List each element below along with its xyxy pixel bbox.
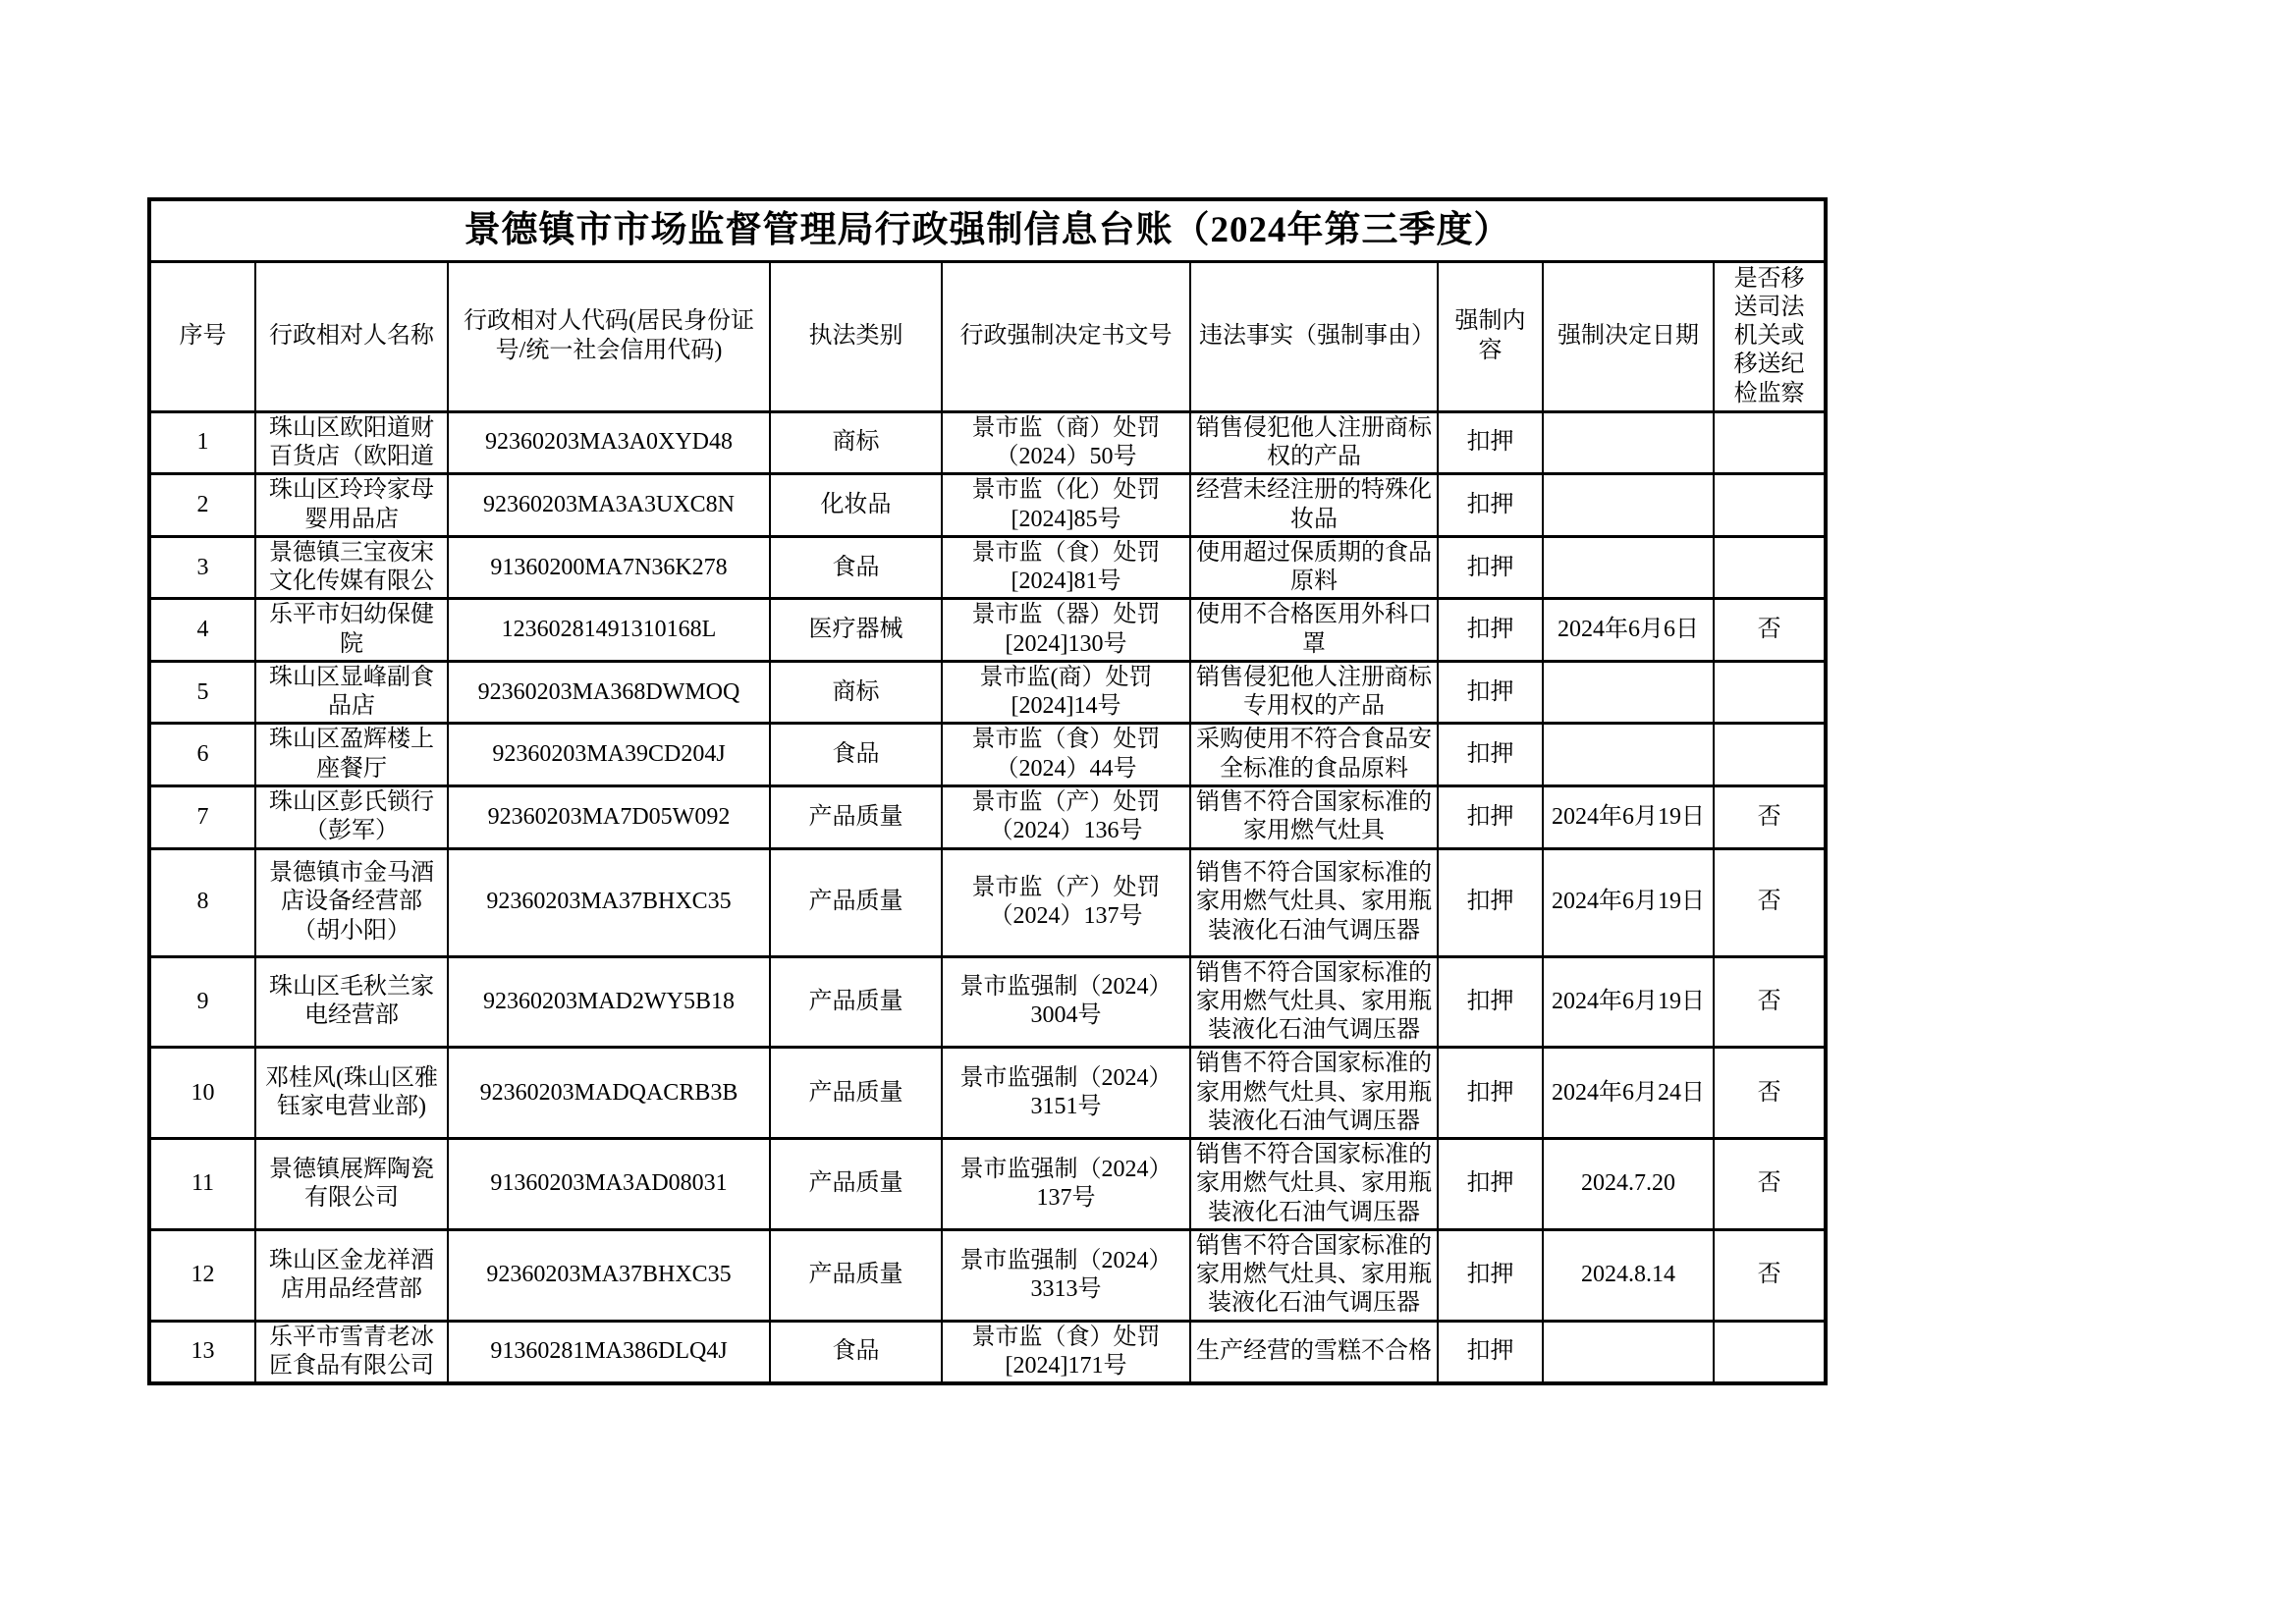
category-cell: 食品 (770, 536, 942, 599)
code-cell: 92360203MA3A3UXC8N (448, 474, 770, 537)
category-cell: 产品质量 (770, 1229, 942, 1321)
seq-cell: 2 (149, 474, 255, 537)
date-cell: 2024.8.14 (1543, 1229, 1714, 1321)
facts-cell: 销售侵犯他人注册商标专用权的产品 (1190, 661, 1438, 724)
content-cell: 扣押 (1438, 956, 1543, 1048)
doc-no-cell: 景市监（食）处罚（2024）44号 (942, 724, 1190, 786)
name-cell: 景德镇三宝夜宋文化传媒有限公 (255, 536, 448, 599)
facts-cell: 销售不符合国家标准的家用燃气灶具、家用瓶装液化石油气调压器 (1190, 848, 1438, 956)
date-cell: 2024年6月19日 (1543, 786, 1714, 849)
page-title: 景德镇市市场监督管理局行政强制信息台账（2024年第三季度） (149, 199, 1826, 261)
header-row (149, 261, 1826, 411)
transfer-cell (1714, 411, 1826, 474)
table-row (149, 599, 1826, 662)
date-cell: 2024年6月19日 (1543, 956, 1714, 1048)
transfer-cell (1714, 474, 1826, 537)
table-row (149, 848, 1826, 956)
content-cell: 扣押 (1438, 411, 1543, 474)
name-cell: 珠山区彭氏锁行（彭军） (255, 786, 448, 849)
content-cell: 扣押 (1438, 1139, 1543, 1230)
category-cell: 商标 (770, 661, 942, 724)
name-cell: 珠山区显峰副食品店 (255, 661, 448, 724)
doc-no-cell: 景市监（食）处罚[2024]81号 (942, 536, 1190, 599)
seq-cell: 4 (149, 599, 255, 662)
date-cell: 2024年6月19日 (1543, 848, 1714, 956)
name-cell: 珠山区毛秋兰家电经营部 (255, 956, 448, 1048)
category-cell: 产品质量 (770, 1048, 942, 1139)
name-cell: 乐平市妇幼保健院 (255, 599, 448, 662)
enforcement-ledger-table (147, 197, 1828, 1385)
col-header-date: 强制决定日期 (1543, 261, 1714, 411)
category-cell: 产品质量 (770, 956, 942, 1048)
facts-cell: 经营未经注册的特殊化妆品 (1190, 474, 1438, 537)
table-row (149, 661, 1826, 724)
content-cell: 扣押 (1438, 599, 1543, 662)
table-row (149, 1229, 1826, 1321)
doc-no-cell: 景市监（化）处罚[2024]85号 (942, 474, 1190, 537)
table-row (149, 1139, 1826, 1230)
code-cell: 12360281491310168L (448, 599, 770, 662)
name-cell: 珠山区盈辉楼上座餐厅 (255, 724, 448, 786)
doc-no-cell: 景市监（食）处罚[2024]171号 (942, 1321, 1190, 1383)
seq-cell: 3 (149, 536, 255, 599)
table-row (149, 536, 1826, 599)
transfer-cell: 否 (1714, 1139, 1826, 1230)
content-cell: 扣押 (1438, 1048, 1543, 1139)
table-row (149, 724, 1826, 786)
category-cell: 产品质量 (770, 848, 942, 956)
doc-no-cell: 景市监(商）处罚[2024]14号 (942, 661, 1190, 724)
name-cell: 景德镇市金马酒店设备经营部（胡小阳） (255, 848, 448, 956)
transfer-cell: 否 (1714, 1229, 1826, 1321)
doc-no-cell: 景市监强制（2024）3313号 (942, 1229, 1190, 1321)
col-header-code: 行政相对人代码(居民身份证号/统一社会信用代码) (448, 261, 770, 411)
facts-cell: 销售侵犯他人注册商标权的产品 (1190, 411, 1438, 474)
code-cell: 92360203MA7D05W092 (448, 786, 770, 849)
category-cell: 产品质量 (770, 1139, 942, 1230)
code-cell: 92360203MA37BHXC35 (448, 848, 770, 956)
seq-cell: 9 (149, 956, 255, 1048)
transfer-cell: 否 (1714, 599, 1826, 662)
doc-no-cell: 景市监（产）处罚（2024）137号 (942, 848, 1190, 956)
col-header-facts: 违法事实（强制事由） (1190, 261, 1438, 411)
facts-cell: 使用不合格医用外科口罩 (1190, 599, 1438, 662)
date-cell: 2024年6月24日 (1543, 1048, 1714, 1139)
seq-cell: 10 (149, 1048, 255, 1139)
transfer-cell (1714, 536, 1826, 599)
seq-cell: 13 (149, 1321, 255, 1383)
facts-cell: 使用超过保质期的食品原料 (1190, 536, 1438, 599)
doc-no-cell: 景市监强制（2024）137号 (942, 1139, 1190, 1230)
category-cell: 食品 (770, 724, 942, 786)
facts-cell: 销售不符合国家标准的家用燃气灶具 (1190, 786, 1438, 849)
col-header-transferred-text: 是否移送司法机关或移送纪检监察 (1733, 265, 1805, 406)
table-row (149, 411, 1826, 474)
facts-cell: 销售不符合国家标准的家用燃气灶具、家用瓶装液化石油气调压器 (1190, 1229, 1438, 1321)
name-cell: 珠山区玲玲家母婴用品店 (255, 474, 448, 537)
date-cell (1543, 724, 1714, 786)
category-cell: 商标 (770, 411, 942, 474)
transfer-cell (1714, 661, 1826, 724)
date-cell: 2024年6月6日 (1543, 599, 1714, 662)
name-cell: 珠山区欧阳道财百货店（欧阳道 (255, 411, 448, 474)
transfer-cell: 否 (1714, 956, 1826, 1048)
transfer-cell: 否 (1714, 1048, 1826, 1139)
doc-no-cell: 景市监（商）处罚（2024）50号 (942, 411, 1190, 474)
content-cell: 扣押 (1438, 786, 1543, 849)
seq-cell: 12 (149, 1229, 255, 1321)
name-cell: 乐平市雪青老冰匠食品有限公司 (255, 1321, 448, 1383)
facts-cell: 采购使用不符合食品安全标准的食品原料 (1190, 724, 1438, 786)
facts-cell: 销售不符合国家标准的家用燃气灶具、家用瓶装液化石油气调压器 (1190, 1139, 1438, 1230)
content-cell: 扣押 (1438, 1229, 1543, 1321)
content-cell: 扣押 (1438, 1321, 1543, 1383)
transfer-cell (1714, 724, 1826, 786)
col-header-seq: 序号 (149, 261, 255, 411)
table-row (149, 956, 1826, 1048)
col-header-doc-no: 行政强制决定书文号 (942, 261, 1190, 411)
facts-cell: 生产经营的雪糕不合格 (1190, 1321, 1438, 1383)
col-header-content-text: 强制内容 (1454, 308, 1526, 363)
date-cell: 2024.7.20 (1543, 1139, 1714, 1230)
seq-cell: 7 (149, 786, 255, 849)
date-cell (1543, 661, 1714, 724)
code-cell: 92360203MA37BHXC35 (448, 1229, 770, 1321)
content-cell: 扣押 (1438, 661, 1543, 724)
title-row (149, 199, 1826, 261)
category-cell: 化妆品 (770, 474, 942, 537)
date-cell (1543, 411, 1714, 474)
table-row (149, 1048, 1826, 1139)
content-cell: 扣押 (1438, 536, 1543, 599)
table-row (149, 1321, 1826, 1383)
code-cell: 91360281MA386DLQ4J (448, 1321, 770, 1383)
code-cell: 91360203MA3AD08031 (448, 1139, 770, 1230)
seq-cell: 8 (149, 848, 255, 956)
date-cell (1543, 474, 1714, 537)
code-cell: 92360203MA368DWMOQ (448, 661, 770, 724)
code-cell: 91360200MA7N36K278 (448, 536, 770, 599)
content-cell: 扣押 (1438, 474, 1543, 537)
doc-no-cell: 景市监强制（2024）3151号 (942, 1048, 1190, 1139)
transfer-cell (1714, 1321, 1826, 1383)
col-header-category: 执法类别 (770, 261, 942, 411)
category-cell: 食品 (770, 1321, 942, 1383)
transfer-cell: 否 (1714, 848, 1826, 956)
facts-cell: 销售不符合国家标准的家用燃气灶具、家用瓶装液化石油气调压器 (1190, 956, 1438, 1048)
table-row (149, 786, 1826, 849)
code-cell: 92360203MADQACRB3B (448, 1048, 770, 1139)
col-header-transferred (1714, 261, 1826, 411)
facts-cell: 销售不符合国家标准的家用燃气灶具、家用瓶装液化石油气调压器 (1190, 1048, 1438, 1139)
category-cell: 产品质量 (770, 786, 942, 849)
name-cell: 景德镇展辉陶瓷有限公司 (255, 1139, 448, 1230)
code-cell: 92360203MA39CD204J (448, 724, 770, 786)
date-cell (1543, 1321, 1714, 1383)
seq-cell: 1 (149, 411, 255, 474)
col-header-name: 行政相对人名称 (255, 261, 448, 411)
transfer-cell: 否 (1714, 786, 1826, 849)
code-cell: 92360203MA3A0XYD48 (448, 411, 770, 474)
col-header-content (1438, 261, 1543, 411)
doc-no-cell: 景市监（器）处罚[2024]130号 (942, 599, 1190, 662)
code-cell: 92360203MAD2WY5B18 (448, 956, 770, 1048)
seq-cell: 5 (149, 661, 255, 724)
content-cell: 扣押 (1438, 848, 1543, 956)
name-cell: 珠山区金龙祥酒店用品经营部 (255, 1229, 448, 1321)
category-cell: 医疗器械 (770, 599, 942, 662)
seq-cell: 11 (149, 1139, 255, 1230)
name-cell: 邓桂风(珠山区雅钰家电营业部) (255, 1048, 448, 1139)
doc-no-cell: 景市监强制（2024）3004号 (942, 956, 1190, 1048)
date-cell (1543, 536, 1714, 599)
table-row (149, 474, 1826, 537)
content-cell: 扣押 (1438, 724, 1543, 786)
doc-no-cell: 景市监（产）处罚（2024）136号 (942, 786, 1190, 849)
seq-cell: 6 (149, 724, 255, 786)
